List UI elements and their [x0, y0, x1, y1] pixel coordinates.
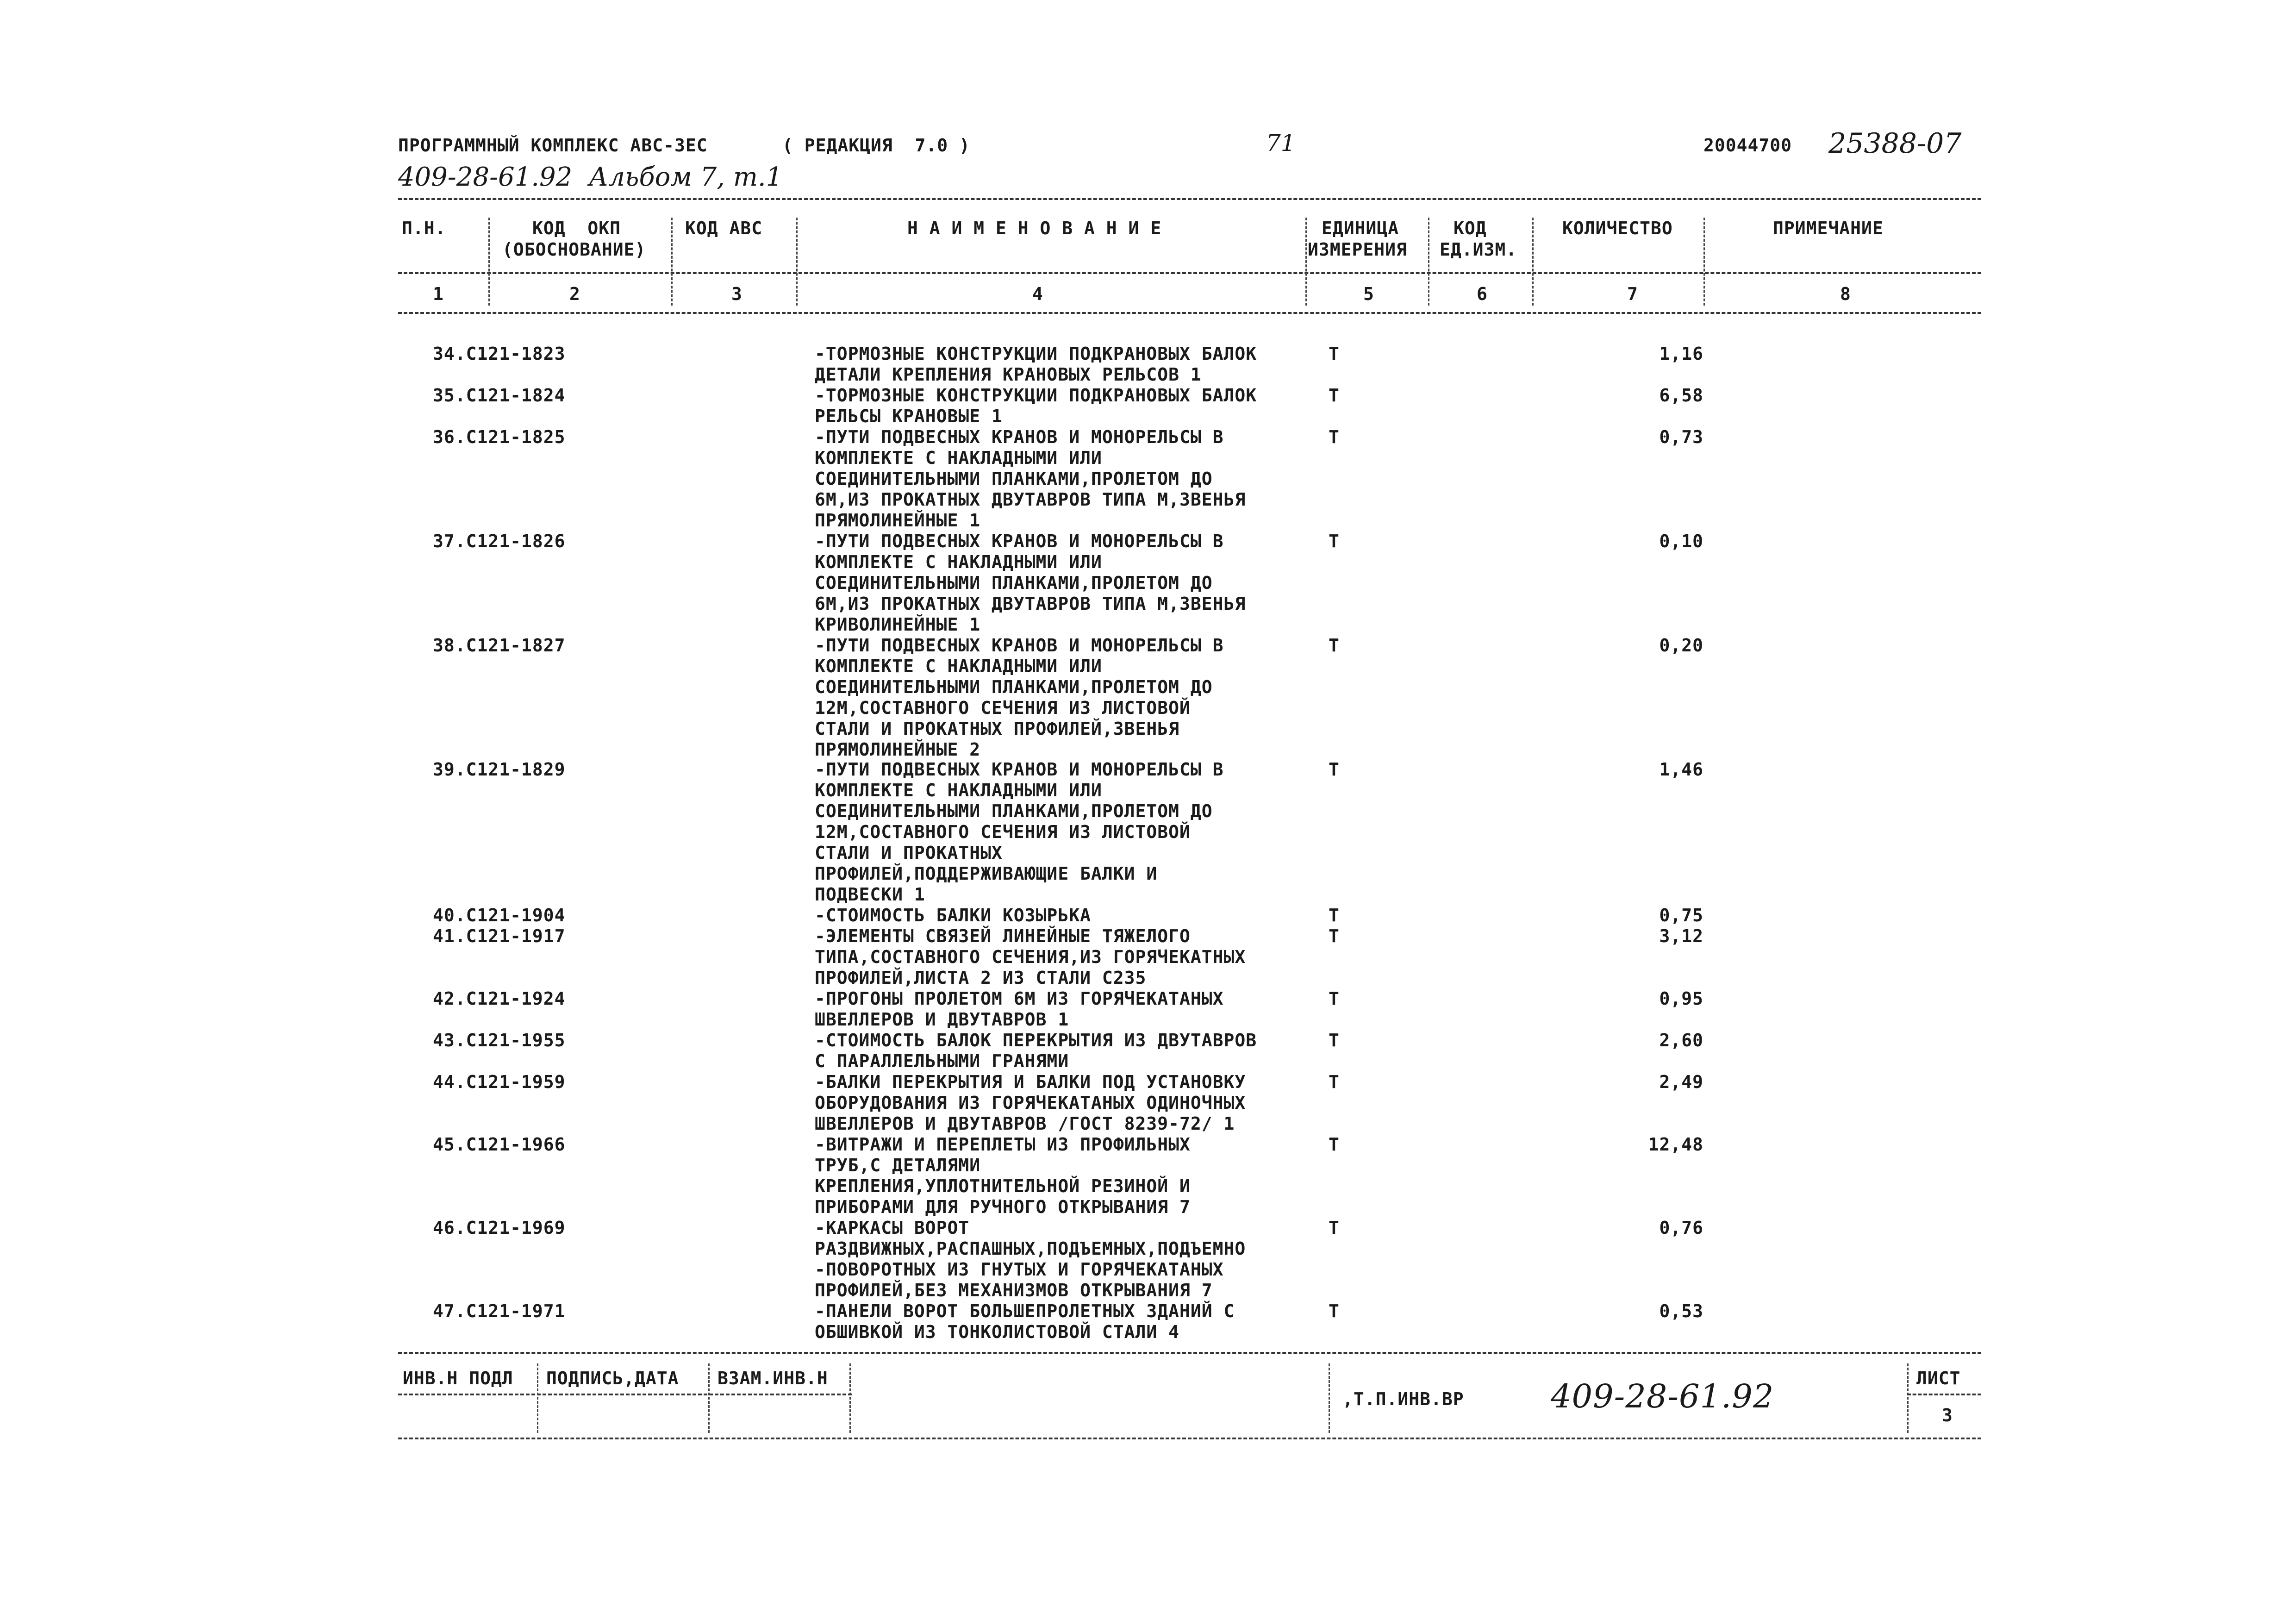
item-name: -ТОРМОЗНЫЕ КОНСТРУКЦИИ ПОДКРАНОВЫХ БАЛОК ДЕТАЛИ КРЕПЛЕНИЯ КРАНОВЫХ РЕЛЬСОВ 1 — [815, 344, 1257, 385]
col-divider — [1305, 218, 1307, 306]
item-code: 46.С121-1969 — [433, 1218, 566, 1238]
item-unit: Т — [1329, 1218, 1340, 1238]
col-divider — [1428, 218, 1429, 306]
col-name-header: Н А И М Е Н О В А Н И Е — [907, 218, 1162, 238]
item-quantity: 0,10 — [1659, 531, 1703, 551]
col-divider — [1703, 218, 1705, 306]
col-divider — [796, 218, 798, 306]
sheet-box-rule — [1907, 1394, 1981, 1395]
item-quantity: 1,16 — [1659, 344, 1703, 364]
item-quantity: 0,73 — [1659, 427, 1703, 447]
item-quantity: 12,48 — [1648, 1134, 1703, 1155]
col-unitcode-sub-header: ЕД.ИЗМ. — [1440, 239, 1517, 260]
footer-top-rule — [398, 1352, 1981, 1354]
header-bottom-rule — [398, 312, 1981, 314]
item-name: -ПУТИ ПОДВЕСНЫХ КРАНОВ И МОНОРЕЛЬСЫ В КОМПЛЕКТЕ С НАКЛАДНЫМИ ИЛИ СОЕДИНИТЕЛЬНЫМИ ПЛАНКАМИ,ПРОЛЕТОМ ДО 12М,СОСТАВНОГО СЕЧЕНИЯ ИЗ ЛИСТОВОЙ СТАЛИ И ПРОКАТНЫХ ПРОФИЛЕЙ,ПОДДЕРЖИВАЮЩИЕ БАЛКИ И ПОДВЕСКИ 1 — [815, 759, 1224, 905]
inventory-number-label: ИНВ.Н ПОДЛ — [403, 1368, 513, 1388]
item-unit: Т — [1329, 635, 1340, 656]
tp-inventory-label: ,Т.П.ИНВ.ВР — [1342, 1389, 1464, 1409]
item-quantity: 0,76 — [1659, 1218, 1703, 1238]
item-name: -ПУТИ ПОДВЕСНЫХ КРАНОВ И МОНОРЕЛЬСЫ В КОМПЛЕКТЕ С НАКЛАДНЫМИ ИЛИ СОЕДИНИТЕЛЬНЫМИ ПЛАНКАМИ,ПРОЛЕТОМ ДО 6М,ИЗ ПРОКАТНЫХ ДВУТАВРОВ ТИПА М,ЗВЕНЬЯ КРИВОЛИНЕЙНЫЕ 1 — [815, 531, 1246, 635]
header-mid-rule — [398, 272, 1981, 274]
item-name: -СТОИМОСТЬ БАЛОК ПЕРЕКРЫТИЯ ИЗ ДВУТАВРОВ С ПАРАЛЛЕЛЬНЫМИ ГРАНЯМИ — [815, 1030, 1257, 1071]
item-code: 42.С121-1924 — [433, 988, 566, 1009]
handwritten-code: 25388-07 — [1828, 127, 1962, 160]
col-divider — [488, 218, 490, 306]
col-number-6: 6 — [1477, 284, 1488, 304]
col-pn-header: П.Н. — [402, 218, 446, 238]
item-quantity: 0,75 — [1659, 905, 1703, 925]
item-name: -КАРКАСЫ ВОРОТ РАЗДВИЖНЫХ,РАСПАШНЫХ,ПОДЪЕМНЫХ,ПОДЪЕМНО -ПОВОРОТНЫХ ИЗ ГНУТЫХ И ГОРЯЧЕКАТАНЫХ ПРОФИЛЕЙ,БЕЗ МЕХАНИЗМОВ ОТКРЫВАНИЯ 7 — [815, 1218, 1246, 1300]
item-name: -ПУТИ ПОДВЕСНЫХ КРАНОВ И МОНОРЕЛЬСЫ В КОМПЛЕКТЕ С НАКЛАДНЫМИ ИЛИ СОЕДИНИТЕЛЬНЫМИ ПЛАНКАМИ,ПРОЛЕТОМ ДО 6М,ИЗ ПРОКАТНЫХ ДВУТАВРОВ ТИПА М,ЗВЕНЬЯ ПРЯМОЛИНЕЙНЫЕ 1 — [815, 427, 1246, 531]
album-label: 409-28-61.92 Альбом 7, т.1 — [398, 162, 783, 192]
item-quantity: 2,60 — [1659, 1030, 1703, 1050]
item-unit: Т — [1329, 759, 1340, 780]
col-note-header: ПРИМЕЧАНИЕ — [1773, 218, 1884, 238]
item-unit: Т — [1329, 385, 1340, 406]
item-quantity: 2,49 — [1659, 1072, 1703, 1092]
item-quantity: 0,95 — [1659, 988, 1703, 1009]
item-code: 41.С121-1917 — [433, 926, 566, 946]
item-code: 37.С121-1826 — [433, 531, 566, 551]
item-code: 47.С121-1971 — [433, 1301, 566, 1321]
program-title: ПРОГРАММНЫЙ КОМПЛЕКС АВС-3ЕС — [398, 135, 708, 156]
footer-divider — [1907, 1363, 1909, 1433]
col-qty-header: КОЛИЧЕСТВО — [1562, 218, 1673, 238]
item-unit: Т — [1329, 344, 1340, 364]
signature-date-label: ПОДПИСЬ,ДАТА — [546, 1368, 679, 1388]
col-abc-header: КОД АВС — [685, 218, 763, 238]
footer-divider — [708, 1363, 710, 1433]
header-top-rule — [398, 198, 1981, 200]
footer-divider — [1329, 1363, 1330, 1433]
item-quantity: 6,58 — [1659, 385, 1703, 406]
item-quantity: 3,12 — [1659, 926, 1703, 946]
item-unit: Т — [1329, 905, 1340, 925]
col-number-8: 8 — [1840, 284, 1851, 304]
item-quantity: 0,53 — [1659, 1301, 1703, 1321]
col-okp-header: КОД ОКП — [532, 218, 621, 238]
item-unit: Т — [1329, 1134, 1340, 1155]
item-code: 34.С121-1823 — [433, 344, 566, 364]
document-code: 20044700 — [1703, 135, 1792, 156]
handwritten-doc-number: 409-28-61.92 — [1551, 1377, 1774, 1415]
item-unit: Т — [1329, 1030, 1340, 1050]
item-code: 39.С121-1829 — [433, 759, 566, 780]
footer-divider — [537, 1363, 538, 1433]
sheet-number: 3 — [1942, 1405, 1953, 1425]
item-code: 36.С121-1825 — [433, 427, 566, 447]
col-unit-sub-header: ИЗМЕРЕНИЯ — [1308, 239, 1407, 260]
col-number-4: 4 — [1032, 284, 1043, 304]
col-unitcode-header: КОД — [1454, 218, 1487, 238]
item-code: 38.С121-1827 — [433, 635, 566, 656]
col-number-7: 7 — [1627, 284, 1638, 304]
item-name: -ПУТИ ПОДВЕСНЫХ КРАНОВ И МОНОРЕЛЬСЫ В КОМПЛЕКТЕ С НАКЛАДНЫМИ ИЛИ СОЕДИНИТЕЛЬНЫМИ ПЛАНКАМИ,ПРОЛЕТОМ ДО 12М,СОСТАВНОГО СЕЧЕНИЯ ИЗ ЛИСТОВОЙ СТАЛИ И ПРОКАТНЫХ ПРОФИЛЕЙ,ЗВЕНЬЯ ПРЯМОЛИНЕЙНЫЕ 2 — [815, 635, 1224, 760]
col-divider — [1532, 218, 1534, 306]
col-number-1: 1 — [433, 284, 444, 304]
footer-bottom-rule — [398, 1438, 1981, 1439]
item-name: -ПАНЕЛИ ВОРОТ БОЛЬШЕПРОЛЕТНЫХ ЗДАНИЙ С ОБШИВКОЙ ИЗ ТОНКОЛИСТОВОЙ СТАЛИ 4 — [815, 1301, 1235, 1342]
col-number-3: 3 — [731, 284, 742, 304]
item-unit: Т — [1329, 1301, 1340, 1321]
item-name: -БАЛКИ ПЕРЕКРЫТИЯ И БАЛКИ ПОД УСТАНОВКУ ОБОРУДОВАНИЯ ИЗ ГОРЯЧЕКАТАНЫХ ОДИНОЧНЫХ ШВЕЛЛЕРОВ И ДВУТАВРОВ /ГОСТ 8239-72/ 1 — [815, 1072, 1246, 1134]
item-unit: Т — [1329, 988, 1340, 1009]
item-unit: Т — [1329, 531, 1340, 551]
item-quantity: 0,20 — [1659, 635, 1703, 656]
item-unit: Т — [1329, 926, 1340, 946]
col-number-2: 2 — [569, 284, 580, 304]
col-okp-sub-header: (ОБОСНОВАНИЕ) — [502, 239, 646, 260]
edition-label: ( РЕДАКЦИЯ 7.0 ) — [782, 135, 970, 156]
col-divider — [671, 218, 673, 306]
col-unit-header: ЕДИНИЦА — [1322, 218, 1399, 238]
item-name: -ЭЛЕМЕНТЫ СВЯЗЕЙ ЛИНЕЙНЫЕ ТЯЖЕЛОГО ТИПА,СОСТАВНОГО СЕЧЕНИЯ,ИЗ ГОРЯЧЕКАТНЫХ ПРОФИЛЕЙ,ЛИСТА 2 ИЗ СТАЛИ С235 — [815, 926, 1246, 988]
item-name: -ТОРМОЗНЫЕ КОНСТРУКЦИИ ПОДКРАНОВЫХ БАЛОК РЕЛЬСЫ КРАНОВЫЕ 1 — [815, 385, 1257, 426]
footer-divider — [849, 1363, 851, 1433]
item-quantity: 1,46 — [1659, 759, 1703, 780]
col-number-5: 5 — [1363, 284, 1374, 304]
page-number: 71 — [1266, 130, 1296, 156]
item-unit: Т — [1329, 1072, 1340, 1092]
sheet-label: ЛИСТ — [1916, 1368, 1961, 1388]
footer-mid-rule-left — [398, 1394, 852, 1395]
item-code: 43.С121-1955 — [433, 1030, 566, 1050]
item-name: -СТОИМОСТЬ БАЛКИ КОЗЫРЬКА — [815, 905, 1091, 925]
item-code: 45.С121-1966 — [433, 1134, 566, 1155]
item-code: 40.С121-1904 — [433, 905, 566, 925]
item-name: -ВИТРАЖИ И ПЕРЕПЛЕТЫ ИЗ ПРОФИЛЬНЫХ ТРУБ,С ДЕТАЛЯМИ КРЕПЛЕНИЯ,УПЛОТНИТЕЛЬНОЙ РЕЗИНОЙ И ПРИБОРАМИ ДЛЯ РУЧНОГО ОТКРЫВАНИЯ 7 — [815, 1134, 1191, 1217]
item-unit: Т — [1329, 427, 1340, 447]
replaced-inventory-label: ВЗАМ.ИНВ.Н — [718, 1368, 828, 1388]
item-code: 44.С121-1959 — [433, 1072, 566, 1092]
item-name: -ПРОГОНЫ ПРОЛЕТОМ 6М ИЗ ГОРЯЧЕКАТАНЫХ ШВЕЛЛЕРОВ И ДВУТАВРОВ 1 — [815, 988, 1224, 1030]
item-code: 35.С121-1824 — [433, 385, 566, 406]
